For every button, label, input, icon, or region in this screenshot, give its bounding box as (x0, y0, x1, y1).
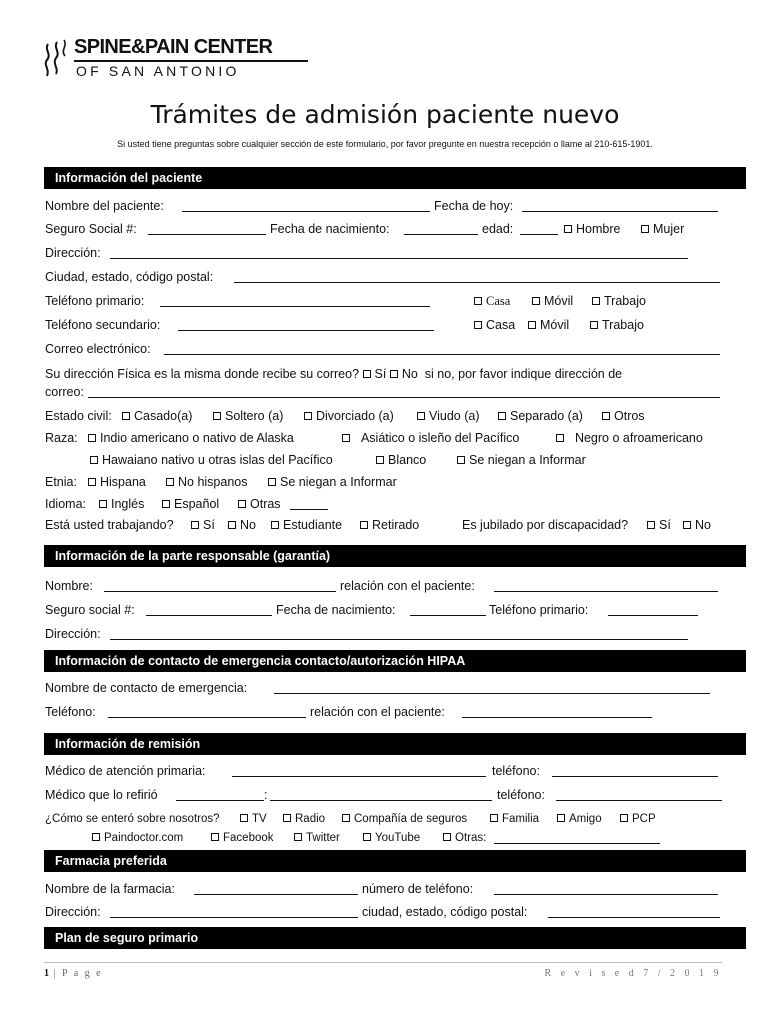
label-pharmacy-city: ciudad, estado, código postal: (362, 905, 528, 919)
logo-rule (74, 60, 308, 62)
checkbox-how-paindoctor[interactable]: Paindoctor.com (92, 829, 183, 847)
label-referrer-phone: teléfono: (497, 788, 545, 802)
field-how-other[interactable] (494, 843, 660, 844)
label-resp-phone: Teléfono primario: (489, 603, 589, 617)
checkbox-civil-0[interactable]: Casado(a) (122, 407, 192, 425)
checkbox-lang-1[interactable]: Español (162, 495, 219, 513)
checkbox-phone2-casa[interactable]: Casa (474, 316, 515, 334)
checkbox-how-family[interactable]: Familia (490, 810, 539, 828)
checkbox-phone2-trabajo[interactable]: Trabajo (590, 316, 644, 334)
label-dob: Fecha de nacimiento: (270, 222, 390, 236)
checkbox-phone1-trabajo[interactable]: Trabajo (592, 292, 646, 310)
checkbox-race-5[interactable]: Se niegan a Informar (457, 451, 586, 469)
label-race: Raza: (45, 431, 78, 445)
field-resp-address[interactable] (110, 639, 688, 640)
label-mail-cont: correo: (45, 385, 84, 399)
field-emerg-name[interactable] (274, 693, 710, 694)
label-emerg-phone: Teléfono: (45, 705, 96, 719)
field-primary-phone[interactable] (552, 776, 718, 777)
field-dob[interactable] (404, 234, 478, 235)
field-referrer-phone[interactable] (556, 800, 722, 801)
field-pharmacy-city[interactable] (548, 917, 720, 918)
checkbox-how-facebook[interactable]: Facebook (211, 829, 274, 847)
checkbox-working-no[interactable]: No (228, 516, 256, 534)
label-ssn: Seguro Social #: (45, 222, 137, 236)
checkbox-eth-0[interactable]: Hispana (88, 473, 146, 491)
spine-logo-icon (42, 38, 70, 78)
footer-revised: R e v i s e d 7 / 2 0 1 9 (544, 968, 722, 979)
field-resp-phone[interactable] (608, 615, 698, 616)
field-emerg-relation[interactable] (462, 717, 652, 718)
label-phone2: Teléfono secundario: (45, 318, 161, 332)
field-email[interactable] (164, 354, 720, 355)
field-lang-other[interactable] (290, 509, 328, 510)
checkbox-how-insurance[interactable]: Compañía de seguros (342, 810, 467, 828)
section-header-emergency: Información de contacto de emergencia contacto/autorización HIPAA (44, 650, 746, 672)
checkbox-mail-yes[interactable] (363, 370, 371, 378)
label-resp-ssn: Seguro social #: (45, 603, 135, 617)
label-referrer-colon: : (264, 788, 268, 802)
field-city[interactable] (234, 282, 720, 283)
label-address: Dirección: (45, 246, 101, 260)
field-pharmacy-address[interactable] (110, 917, 358, 918)
label-phone1: Teléfono primario: (45, 294, 145, 308)
checkbox-lang-0[interactable]: Inglés (99, 495, 144, 513)
label-emerg-relation: relación con el paciente: (310, 705, 445, 719)
checkbox-mail-no[interactable] (390, 370, 398, 378)
label-resp-relation: relación con el paciente: (340, 579, 475, 593)
label-age: edad: (482, 222, 514, 236)
page-title: Trámites de admisión paciente nuevo (150, 100, 620, 129)
label-pharmacy-name: Nombre de la farmacia: (45, 882, 175, 896)
label-resp-dob: Fecha de nacimiento: (276, 603, 396, 617)
checkbox-civil-2[interactable]: Divorciado (a) (304, 407, 394, 425)
label-ethnicity: Etnia: (45, 475, 77, 489)
checkbox-civil-4[interactable]: Separado (a) (498, 407, 583, 425)
checkbox-civil-5[interactable]: Otros (602, 407, 645, 425)
label-primary-phone: teléfono: (492, 764, 540, 778)
page-subtitle: Si usted tiene preguntas sobre cualquier sección de este formulario, por favor pregunte en nuestra recepción o llame al 210-615-1901. (117, 139, 653, 149)
field-ssn[interactable] (148, 234, 266, 235)
label-emerg-name: Nombre de contacto de emergencia: (45, 681, 248, 695)
field-mail-address[interactable] (88, 397, 720, 398)
checkbox-disability-yes[interactable]: Sí (647, 516, 671, 534)
checkbox-eth-1[interactable]: No hispanos (166, 473, 248, 491)
checkbox-race-1[interactable]: Asiático o isleño del Pacífico (342, 429, 519, 447)
checkbox-race-3[interactable]: Hawaiano nativo u otras islas del Pacífico (90, 451, 333, 469)
field-resp-ssn[interactable] (146, 615, 272, 616)
checkbox-civil-1[interactable]: Soltero (a) (213, 407, 283, 425)
checkbox-retired[interactable]: Retirado (360, 516, 419, 534)
checkbox-student[interactable]: Estudiante (271, 516, 342, 534)
checkbox-male[interactable]: Hombre (564, 220, 620, 238)
checkbox-eth-2[interactable]: Se niegan a Informar (268, 473, 397, 491)
field-address[interactable] (110, 258, 688, 259)
checkbox-disability-no[interactable]: No (683, 516, 711, 534)
section-header-responsible: Información de la parte responsable (garantía) (44, 545, 746, 567)
footer-page: 1 | P a g e (44, 968, 103, 979)
field-pharmacy-name[interactable] (194, 894, 358, 895)
label-pharmacy-address: Dirección: (45, 905, 101, 919)
label-today: Fecha de hoy: (434, 199, 514, 213)
field-resp-name[interactable] (104, 591, 336, 592)
label-civil: Estado civil: (45, 409, 112, 423)
checkbox-race-4[interactable]: Blanco (376, 451, 426, 469)
checkbox-how-youtube[interactable]: YouTube (363, 829, 420, 847)
field-referrer-b[interactable] (270, 800, 492, 801)
checkbox-lang-2[interactable]: Otras (238, 495, 281, 513)
checkbox-how-pcp[interactable]: PCP (620, 810, 656, 828)
label-mail-question: Su dirección Física es la misma donde recibe su correo? Sí No si no, por favor indique dirección de (45, 367, 623, 381)
checkbox-phone2-movil[interactable]: Móvil (528, 316, 569, 334)
checkbox-how-tv[interactable]: TV (240, 810, 267, 828)
section-header-patient: Información del paciente (44, 167, 746, 189)
checkbox-female[interactable]: Mujer (641, 220, 684, 238)
section-header-insurance: Plan de seguro primario (44, 927, 746, 949)
field-referrer-a[interactable] (176, 800, 264, 801)
label-referrer: Médico que lo refirió (45, 788, 158, 802)
field-patient-name[interactable] (182, 211, 430, 212)
checkbox-race-0[interactable]: Indio americano o nativo de Alaska (88, 429, 294, 447)
logo-line2: OF SAN ANTONIO (76, 63, 240, 79)
checkbox-how-friend[interactable]: Amigo (557, 810, 602, 828)
label-patient-name: Nombre del paciente: (45, 199, 164, 213)
label-primary-doctor: Médico de atención primaria: (45, 764, 206, 778)
checkbox-how-other[interactable]: Otras: (443, 829, 486, 847)
label-pharmacy-phone: número de teléfono: (362, 882, 474, 896)
label-resp-address: Dirección: (45, 627, 101, 641)
checkbox-how-radio[interactable]: Radio (283, 810, 325, 828)
field-phone2[interactable] (178, 330, 434, 331)
field-resp-relation[interactable] (494, 591, 718, 592)
label-disability: Es jubilado por discapacidad? (462, 518, 629, 532)
field-emerg-phone[interactable] (108, 717, 306, 718)
field-primary-doctor[interactable] (232, 776, 486, 777)
label-how-heard: ¿Cómo se enteró sobre nosotros? (45, 813, 220, 825)
label-resp-name: Nombre: (45, 579, 93, 593)
checkbox-phone1-movil[interactable]: Móvil (532, 292, 573, 310)
checkbox-civil-3[interactable]: Viudo (a) (417, 407, 480, 425)
label-working: Está usted trabajando? (45, 518, 174, 532)
field-pharmacy-phone[interactable] (494, 894, 718, 895)
checkbox-how-twitter[interactable]: Twitter (294, 829, 340, 847)
field-resp-dob[interactable] (410, 615, 486, 616)
checkbox-race-2[interactable]: Negro o afroamericano (556, 429, 703, 447)
section-header-pharmacy: Farmacia preferida (44, 850, 746, 872)
logo-line1: SPINE&PAIN CENTER (74, 36, 273, 58)
label-city: Ciudad, estado, código postal: (45, 270, 214, 284)
checkbox-phone1-casa[interactable]: Casa (474, 292, 510, 310)
field-phone1[interactable] (160, 306, 430, 307)
label-email: Correo electrónico: (45, 342, 151, 356)
field-today[interactable] (522, 211, 718, 212)
checkbox-working-yes[interactable]: Sí (191, 516, 215, 534)
footer-rule (44, 962, 722, 963)
label-language: Idioma: (45, 497, 86, 511)
field-age[interactable] (520, 234, 558, 235)
section-header-referral: Información de remisión (44, 733, 746, 755)
